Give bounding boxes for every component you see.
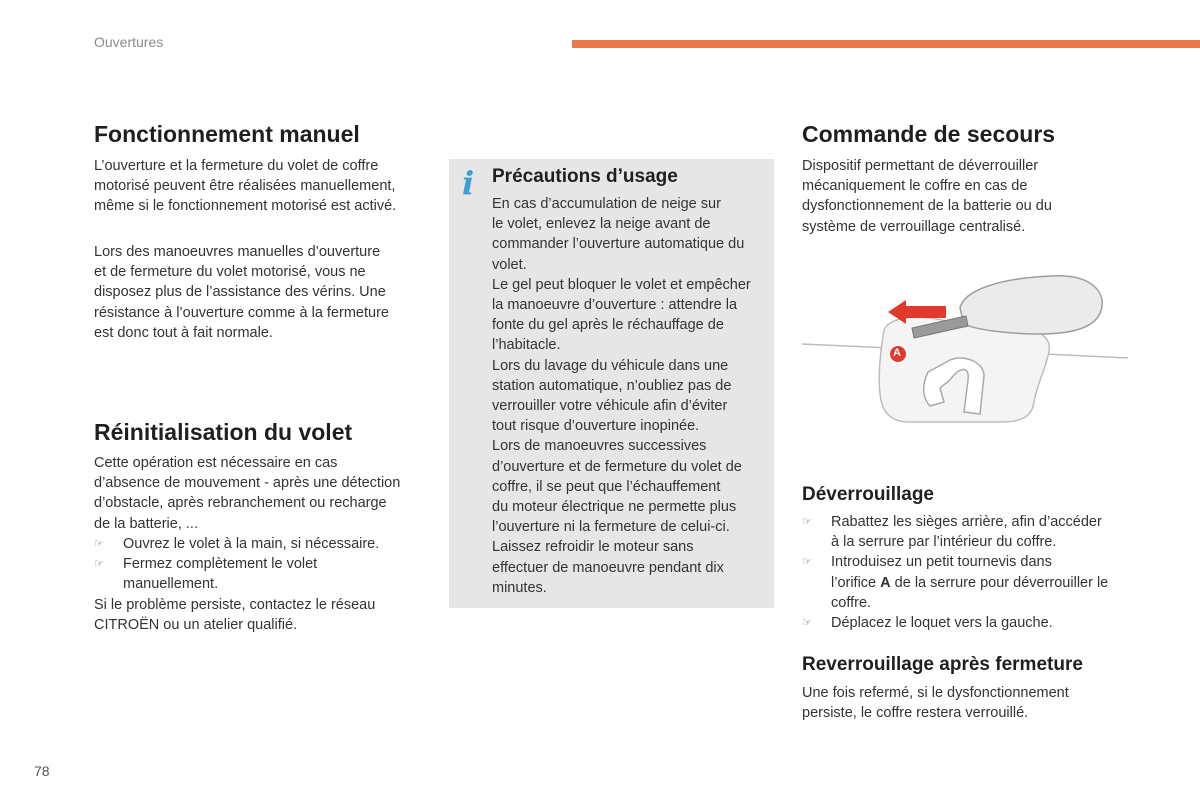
list-item <box>802 512 1147 552</box>
header-accent-bar <box>572 40 1200 48</box>
section-title: Ouvertures <box>94 34 164 50</box>
page-number: 78 <box>34 763 50 779</box>
list-item <box>802 552 1147 613</box>
pointing-hand-icon: ☞ <box>94 537 104 550</box>
pointing-hand-icon: ☞ <box>802 555 812 569</box>
list-item <box>94 554 424 594</box>
unlocking-section <box>802 484 1142 507</box>
bullet-text: Introduisez un petit tournevis dans l’orifice <box>831 554 1052 591</box>
pointing-hand-icon: ☞ <box>802 616 812 630</box>
marker-a-label: A <box>893 347 901 359</box>
pointing-hand-icon: ☞ <box>802 515 812 528</box>
list-item <box>802 613 1147 633</box>
lock-diagram <box>800 272 1132 442</box>
bullet-text: Ouvrez le volet à la main, si nécessaire. <box>123 536 380 552</box>
relocking-title: Reverrouillage après fermeture <box>802 654 1083 675</box>
reset-intro: Cette opération est nécessaire en cas d’absence de mouvement - après une détection d’obstacle, après rebranchement ou recharge de la batterie, ... <box>94 455 401 532</box>
manual-operation-title: Fonctionnement manuel <box>94 121 360 147</box>
reset-outro: Si le problème persiste, contactez le réseau CITROËN ou un atelier qualifié. <box>94 597 376 634</box>
list-item <box>94 534 424 554</box>
precautions-text: En cas d’accumulation de neige sur le volet, enlevez la neige avant de commander l’ouverture automatique du volet. Le gel peut bloquer le volet et empêcher la manoeuvre d’ouverture : attendre la fonte du gel après le réchauffage de l’habitacle. Lors du lavage du véhicule dans une station automatique, n’oubliez pas de verrouiller votre véhicule afin d’éviter tout risque d’ouverture inopinée. Lors de manoeuvres successives d’ouverture et de fermeture du volet de coffre, il se peut que l’échauffement du moteur électrique ne permette plus l’ouverture ni la fermeture de celui-ci. Laissez refroidir le moteur sans effectuer de manoeuvre pendant dix minutes. <box>492 196 751 596</box>
relocking-para: Une fois refermé, si le dysfonctionnement persiste, le coffre restera verrouillé. <box>802 685 1069 722</box>
pointing-hand-icon: ☞ <box>94 557 104 571</box>
relocking-section <box>802 654 1142 677</box>
bullet-text: Fermez complètement le volet manuellement. <box>123 556 318 593</box>
emergency-control-title: Commande de secours <box>802 121 1056 147</box>
emergency-control-para: Dispositif permettant de déverrouiller mécaniquement le coffre en cas de dysfonctionnement de la batterie ou du système de verrouillage centralisé. <box>802 158 1052 235</box>
unlocking-bullet-list <box>802 512 1147 633</box>
reset-section <box>94 419 424 447</box>
manual-operation-para2: Lors des manoeuvres manuelles d’ouverture et de fermeture du volet motorisé, vous ne disposez plus de l’assistance des vérins. Une résistance à l’ouverture comme à la fermeture est donc tout à fait normale. <box>94 244 389 341</box>
bullet-text-bold: A <box>880 574 891 591</box>
manual-operation-section <box>94 121 424 149</box>
reset-title: Réinitialisation du volet <box>94 419 353 445</box>
manual-operation-para1: L’ouverture et la fermeture du volet de coffre motorisé peuvent être réalisées manuellement, même si le fonctionnement motorisé est activé. <box>94 158 397 215</box>
bullet-text: de la serrure pour déverrouiller le coffre. <box>831 574 1109 611</box>
info-icon: i <box>462 164 475 202</box>
precautions-info-box <box>449 159 774 608</box>
bullet-text: Déplacez le loquet vers la gauche. <box>831 615 1053 632</box>
reset-bullet-list <box>94 534 424 595</box>
emergency-control-section <box>802 121 1142 149</box>
bullet-text: Rabattez les sièges arrière, afin d’accéder à la serrure par l’intérieur du coffre. <box>831 514 1102 551</box>
precautions-title: Précautions d’usage <box>492 166 678 187</box>
lock-diagram-illustration <box>800 272 1132 442</box>
unlocking-title: Déverrouillage <box>802 484 934 505</box>
